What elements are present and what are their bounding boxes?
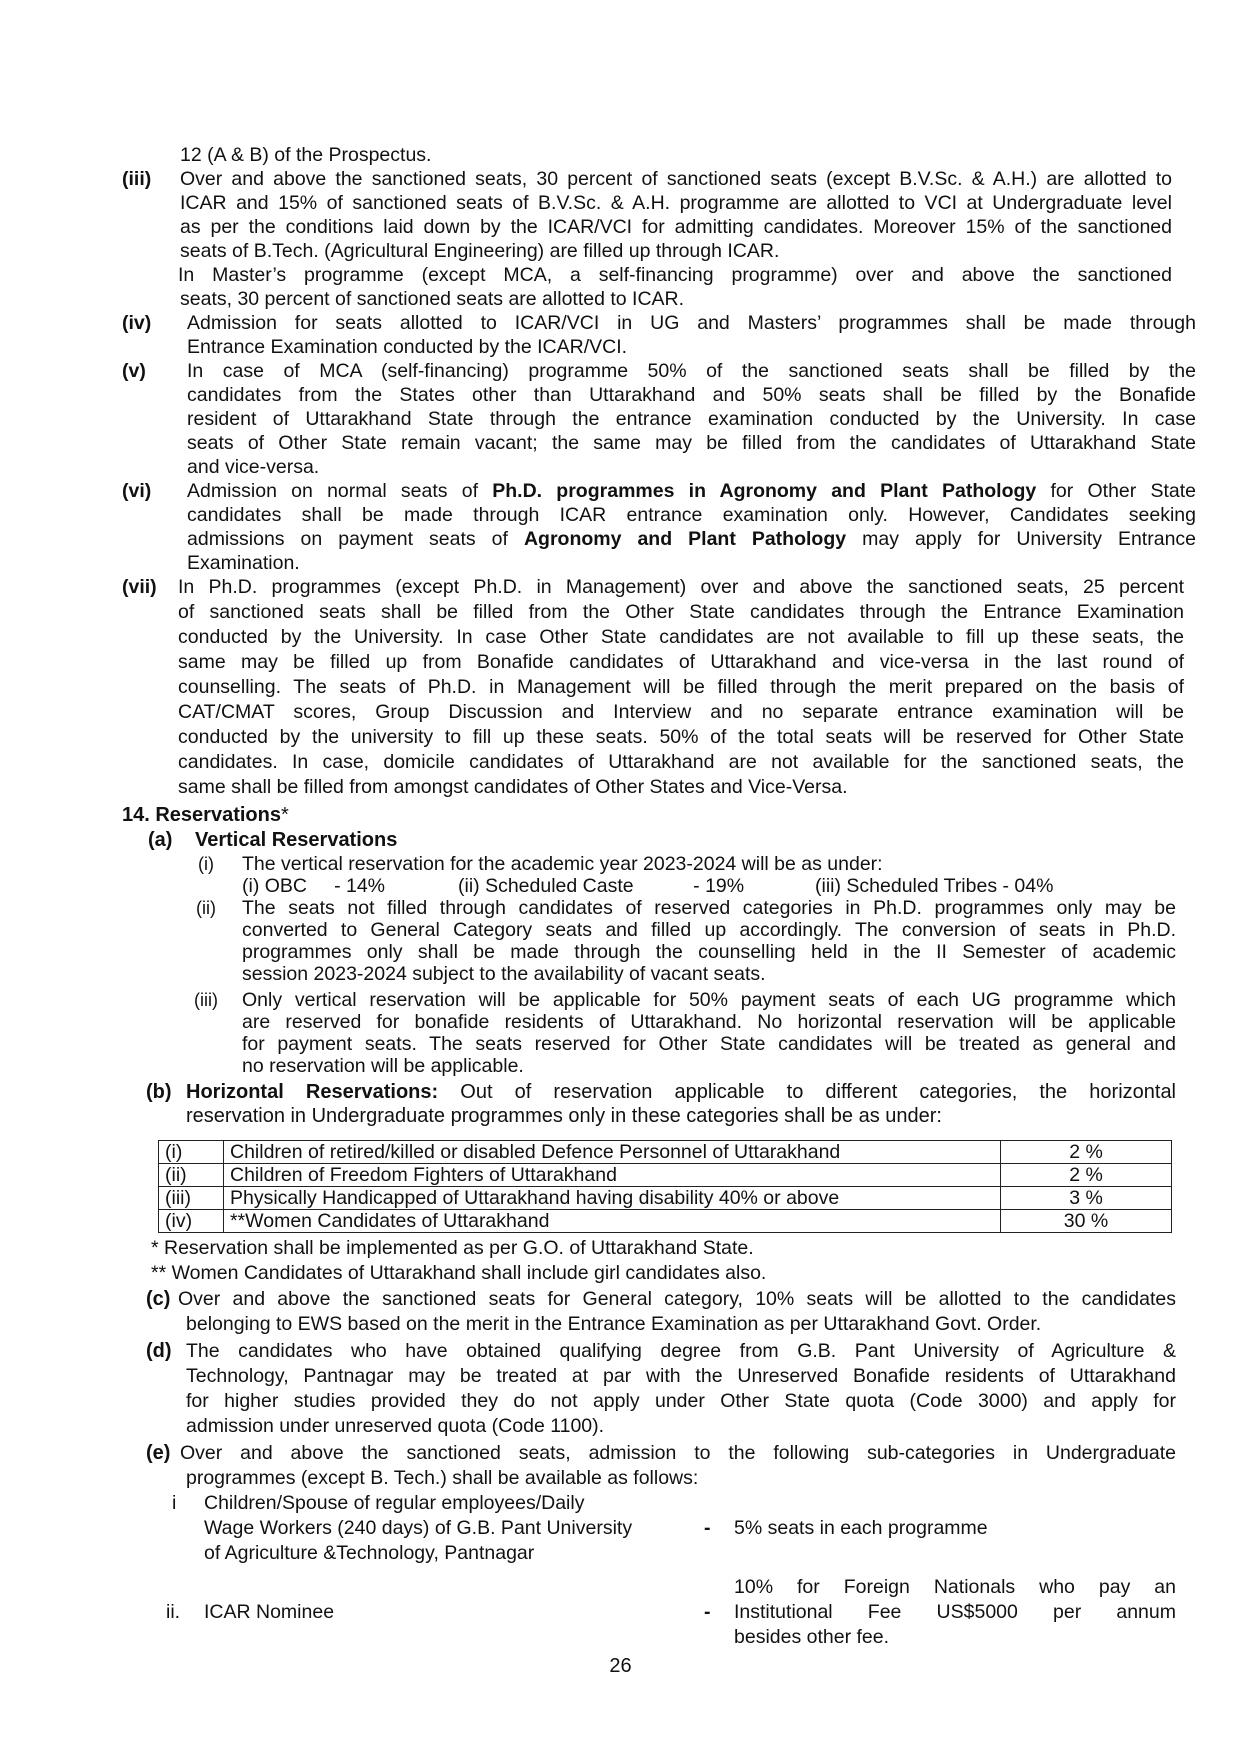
item-vi-text: for Other State <box>1050 480 1197 502</box>
item-vi-line <box>187 527 1196 551</box>
sub-d-marker: (d) <box>146 1340 172 1362</box>
table-cell-no: (iv) <box>159 1210 224 1233</box>
sub-e-marker: (e) <box>146 1442 171 1464</box>
section-heading-star: * <box>280 804 289 826</box>
reservation-st: (iii) Scheduled Tribes - 04% <box>815 875 1054 897</box>
sub-a-iii-line: for payment seats. The seats reserved for Other State candidates will be treated as general and <box>242 1033 1176 1055</box>
sub-d-line: admission under unreserved quota (Code 1100). <box>186 1415 605 1437</box>
sub-a-i-marker: (i) <box>198 854 214 874</box>
sub-b-line: reservation in Undergraduate programmes only in these categories shall be as under: <box>186 1105 942 1127</box>
item-vi-bold-programmes: Ph.D. programmes in Agronomy and Plant Pathology <box>492 480 1037 502</box>
item-iii-line: seats, 30 percent of sanctioned seats are allotted to ICAR. <box>180 288 685 310</box>
item-vi-line <box>187 479 1196 503</box>
section-heading <box>122 803 289 827</box>
sub-b-marker: (b) <box>146 1081 172 1103</box>
item-iii-continuation: 12 (A & B) of the Prospectus. <box>180 144 432 166</box>
sub-a-ii-line: converted to General Category seats and filled up accordingly. The conversion of seats in Ph.D. <box>242 919 1176 941</box>
item-vii-line: of sanctioned seats shall be filled from the Other State candidates through the Entrance Examination <box>178 601 1184 623</box>
sub-e-ii-value: 10% for Foreign Nationals who pay an <box>734 1576 1176 1598</box>
item-vi-line: candidates shall be made through ICAR entrance examination only. However, Candidates seeking <box>187 504 1196 526</box>
sub-d-line: Technology, Pantnagar may be treated at par with the Unreserved Bonafide residents of Uttarakhand <box>186 1365 1176 1387</box>
item-v-line: seats of Other State remain vacant; the same may be filled from the candidates of Uttarakhand State <box>187 432 1196 454</box>
sub-a-iii-line: no reservation will be applicable. <box>242 1055 524 1077</box>
sub-a-ii-line: The seats not filled through candidates of reserved categories in Ph.D. programmes only may be <box>242 897 1176 919</box>
item-iv-line: Admission for seats allotted to ICAR/VCI in UG and Masters’ programmes shall be made through <box>187 312 1196 334</box>
sub-a-iii-marker: (iii) <box>194 990 218 1010</box>
item-vi-text: Admission on normal seats of <box>187 480 479 502</box>
sub-a-iii-line: are reserved for bonafide residents of Uttarakhand. No horizontal reservation will be applicable <box>242 1011 1176 1033</box>
item-vi-text: admissions on payment seats of <box>187 528 508 550</box>
item-vii-line: In Ph.D. programmes (except Ph.D. in Management) over and above the sanctioned seats, 25 percent <box>178 576 1184 598</box>
item-vii-line: counselling. The seats of Ph.D. in Management will be filled through the merit prepared on the basis of <box>178 676 1184 698</box>
table-row <box>159 1210 1172 1233</box>
item-iii-line: as per the conditions laid down by the ICAR/VCI for admitting candidates. Moreover 15% of the sanctioned <box>180 216 1172 238</box>
sub-e-line: Over and above the sanctioned seats, admission to the following sub-categories in Undergraduate <box>180 1442 1176 1464</box>
sub-a-iii-line: Only vertical reservation will be applicable for 50% payment seats of each UG programme which <box>242 989 1176 1011</box>
sub-a-ii-marker: (ii) <box>196 898 216 918</box>
item-v-line: resident of Uttarakhand State through the entrance examination conducted by the University. In case <box>187 408 1196 430</box>
item-vii-marker: (vii) <box>122 576 157 598</box>
item-vii-line: candidates. In case, domicile candidates of Uttarakhand are not available for the sanctioned seats, the <box>178 751 1184 773</box>
sub-e-ii-marker: ii. <box>166 1601 181 1623</box>
horizontal-reservation-table <box>158 1140 1172 1233</box>
sub-e-i-label: of Agriculture &Technology, Pantnagar <box>204 1542 535 1564</box>
table-cell-no: (ii) <box>159 1164 224 1187</box>
sub-e-ii-label: ICAR Nominee <box>204 1601 335 1623</box>
table-row <box>159 1187 1172 1210</box>
table-cell-pct: 2 % <box>1001 1164 1172 1187</box>
item-iv-marker: (iv) <box>122 312 152 334</box>
table-row <box>159 1164 1172 1187</box>
sub-e-i-marker: i <box>172 1492 177 1514</box>
sub-e-ii-value: besides other fee. <box>734 1626 890 1648</box>
table-row <box>159 1141 1172 1164</box>
item-vii-line: conducted by the University. In case Other State candidates are not available to fill up these seats, the <box>178 626 1184 648</box>
table-cell-desc: Children of Freedom Fighters of Uttarakhand <box>224 1164 1001 1187</box>
table-cell-pct: 3 % <box>1001 1187 1172 1210</box>
sub-d-line: The candidates who have obtained qualifying degree from G.B. Pant University of Agriculture & <box>186 1340 1176 1362</box>
sub-a-title: Vertical Reservations <box>195 829 398 851</box>
sub-e-ii-dash: - <box>704 1601 711 1623</box>
sub-b-text: Out of reservation applicable to different categories, the horizontal <box>460 1081 1177 1103</box>
item-iii-line: Over and above the sanctioned seats, 30 percent of sanctioned seats (except B.V.Sc. & A.H.) are allotted to <box>180 168 1172 190</box>
item-iii-line: In Master’s programme (except MCA, a self-financing programme) over and above the sanctioned <box>178 264 1172 286</box>
item-vi-bold-subjects: Agronomy and Plant Pathology <box>523 528 847 550</box>
footnote-women: ** Women Candidates of Uttarakhand shall include girl candidates also. <box>151 1262 767 1284</box>
table-cell-desc: Children of retired/killed or disabled Defence Personnel of Uttarakhand <box>224 1141 1001 1164</box>
item-vii-line: same shall be filled from amongst candidates of Other States and Vice-Versa. <box>178 776 848 798</box>
sub-c-line: Over and above the sanctioned seats for General category, 10% seats will be allotted to the candidates <box>178 1288 1176 1310</box>
sub-a-ii-line: session 2023-2024 subject to the availability of vacant seats. <box>242 963 766 985</box>
item-iii-marker: (iii) <box>122 168 152 190</box>
table-cell-pct: 2 % <box>1001 1141 1172 1164</box>
sub-e-line: programmes (except B. Tech.) shall be available as follows: <box>186 1467 699 1489</box>
sub-a-i-line: The vertical reservation for the academic year 2023-2024 will be as under: <box>242 853 883 875</box>
item-vi-text: may apply for University Entrance <box>862 528 1197 550</box>
item-v-line: and vice-versa. <box>187 456 320 478</box>
sub-b-line <box>186 1080 1176 1104</box>
table-cell-no: (i) <box>159 1141 224 1164</box>
sub-e-i-label: Children/Spouse of regular employees/Daily <box>204 1492 585 1514</box>
table-cell-pct: 30 % <box>1001 1210 1172 1233</box>
sub-b-title: Horizontal Reservations: <box>186 1081 439 1103</box>
footnote-reservation: * Reservation shall be implemented as per G.O. of Uttarakhand State. <box>151 1237 754 1259</box>
sub-e-i-label: Wage Workers (240 days) of G.B. Pant University <box>204 1517 633 1539</box>
item-v-marker: (v) <box>122 360 146 382</box>
reservation-sc: (ii) Scheduled Caste - 19% <box>458 875 745 897</box>
sub-c-marker: (c) <box>146 1288 171 1310</box>
sub-a-ii-line: programmes only shall be made through the counselling held in the II Semester of academic <box>242 941 1176 963</box>
item-vii-line: CAT/CMAT scores, Group Discussion and Interview and no separate entrance examination will be <box>178 701 1184 723</box>
item-v-line: candidates from the States other than Uttarakhand and 50% seats shall be filled by the Bonafide <box>187 384 1196 406</box>
item-iv-line: Entrance Examination conducted by the ICAR/VCI. <box>187 336 628 358</box>
sub-e-ii-value: Institutional Fee US$5000 per annum <box>734 1601 1176 1623</box>
sub-d-line: for higher studies provided they do not apply under Other State quota (Code 3000) and apply for <box>186 1390 1176 1412</box>
page-number: 26 <box>609 1655 632 1677</box>
sub-a-marker: (a) <box>148 829 173 851</box>
item-iii-line: ICAR and 15% of sanctioned seats of B.V.Sc. & A.H. programme are allotted to VCI at Undergraduate level <box>180 192 1172 214</box>
item-vii-line: same may be filled up from Bonafide candidates of Uttarakhand and vice-versa in the last round of <box>178 651 1184 673</box>
item-vii-line: conducted by the university to fill up these seats. 50% of the total seats will be reserved for Other State <box>178 726 1184 748</box>
section-heading-text: 14. Reservations <box>122 804 281 826</box>
item-vi-marker: (vi) <box>122 480 152 502</box>
sub-e-i-dash: - <box>704 1517 711 1539</box>
sub-c-line: belonging to EWS based on the merit in the Entrance Examination as per Uttarakhand Govt. Order. <box>186 1313 1042 1335</box>
item-vi-line: Examination. <box>187 552 300 574</box>
item-v-line: In case of MCA (self-financing) programme 50% of the sanctioned seats shall be filled by the <box>187 360 1196 382</box>
reservation-obc: (i) OBC - 14% <box>242 875 386 897</box>
table-cell-no: (iii) <box>159 1187 224 1210</box>
table-cell-desc: Physically Handicapped of Uttarakhand having disability 40% or above <box>224 1187 1001 1210</box>
sub-e-i-value: 5% seats in each programme <box>734 1517 988 1539</box>
item-iii-line: seats of B.Tech. (Agricultural Engineering) are filled up through ICAR. <box>180 240 780 262</box>
table-cell-desc: **Women Candidates of Uttarakhand <box>224 1210 1001 1233</box>
